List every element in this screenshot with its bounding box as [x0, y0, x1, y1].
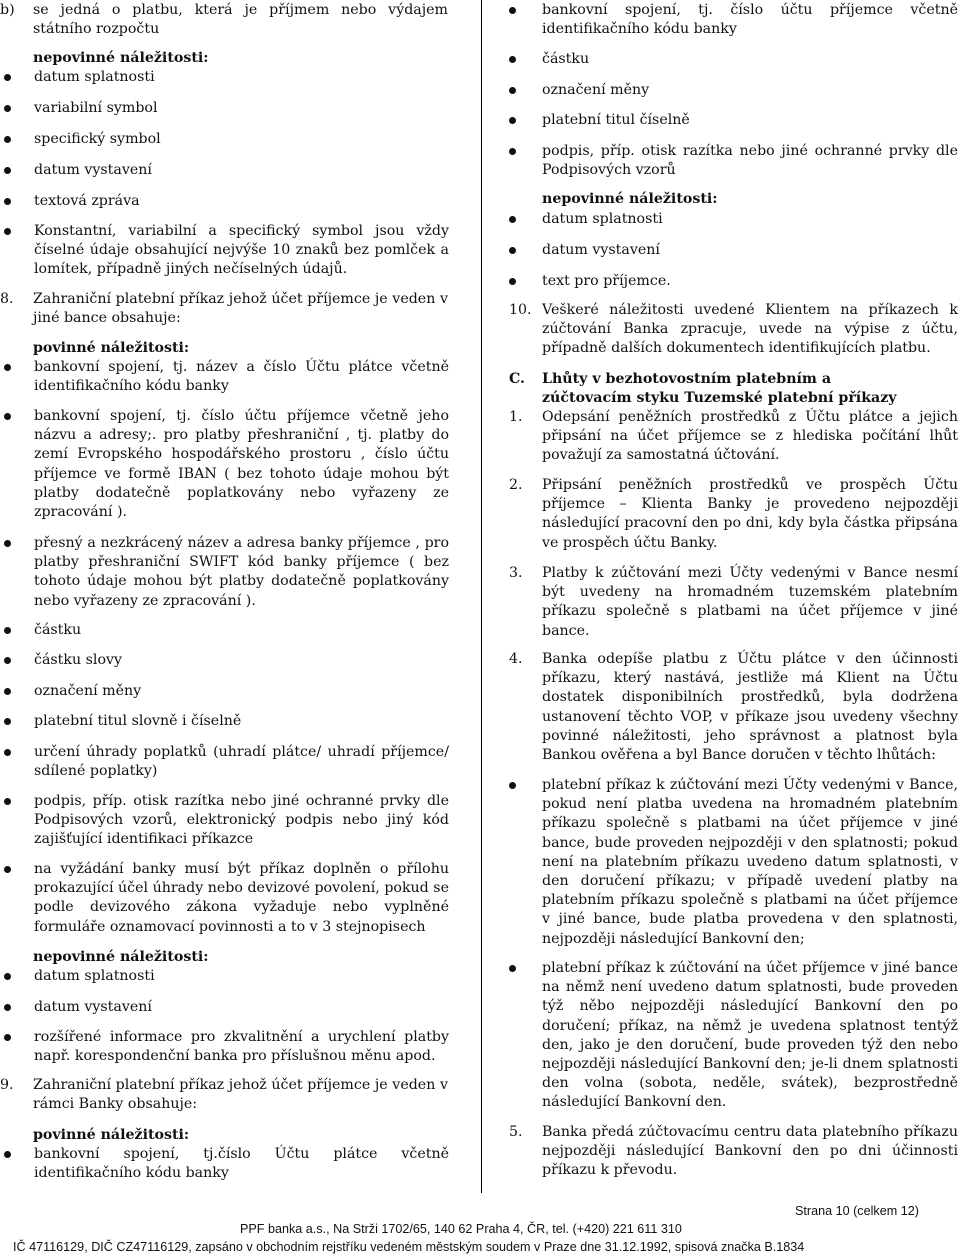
bullet-icon: [509, 7, 516, 14]
list-item: bankovní spojení, tj. číslo účtu příjemce včetně identifikačního kódu banky: [542, 2, 958, 38]
list-item: přesný a nezkrácený název a adresa banky příjemce , pro platby přeshraniční SWIFT kód banky příjemce ( bez tohoto údaje mohou být platby dodatečně poplatkovány nebo vyřazeny ze zpracování ).: [34, 535, 449, 609]
bullet-icon: [4, 228, 11, 235]
item-10-marker: 10.: [509, 302, 532, 318]
bullet-icon: [4, 74, 11, 81]
list-item: bankovní spojení, tj.číslo Účtu plátce včetně identifikačního kódu banky: [34, 1146, 449, 1182]
page-number: Strana 10 (celkem 12): [795, 1204, 919, 1218]
list-item: platební příkaz k zúčtování mezi Účty vedenými v Bance, pokud není platba uvedena na hromadném platebním příkazu společně s platbami na účet příjemce v jiné bance, bude proveden nejpozději v den splatnosti; pokud není na platebním příkazu uvedeno datum splatnosti, v den doručení příkazu; v případě uvedení platby na platebním příkazu společně s platbami na účet příjemce v jiné bance, bude platba provedena v den splatnosti, nejpozději následující Bankovní den;: [542, 777, 958, 947]
item-b-text: se jedná o platbu, která je příjmem nebo výdajem státního rozpočtu: [33, 2, 448, 38]
footer-address: PPF banka a.s., Na Strži 1702/65, 140 62 Praha 4, ČR, tel. (+420) 221 611 310: [240, 1222, 682, 1236]
list-item: variabilní symbol: [34, 100, 158, 116]
bullet-icon: [4, 540, 11, 547]
bullet-icon: [4, 413, 11, 420]
list-item: označení měny: [34, 683, 142, 699]
bullet-icon: [4, 718, 11, 725]
section-c-title: Lhůty v bezhotovostním platebním a zúčtovacím styku Tuzemské platební příkazy: [542, 371, 897, 407]
bullet-icon: [509, 87, 516, 94]
list-item: bankovní spojení, tj. číslo účtu příjemce včetně jeho názvu a adresy;. pro platby přeshraniční , tj. platby do zemí Evropského hospodářského prostoru , číslo účtu příjemce ve formě IBAN ( bez tohoto údaje mohou být platby dodatečně poplatkovány nebo vyřazeny ze zpracování ).: [34, 408, 449, 521]
list-item: rozšířené informace pro zkvalitnění a urychlení platby např. korespondenční banka pro příslušnou měnu apod.: [34, 1029, 449, 1065]
c-item-5-text: Banka předá zúčtovacímu centru data platebního příkazu nejpozději následující Bankovní den po dni účinnosti příkazu k převodu.: [542, 1124, 958, 1179]
item-10-text: Veškeré náležitosti uvedené Klientem na příkazech k zúčtování Banka zpracuje, uvede na výpise z účtu, případně dalších dokumentech identifikujících platbu.: [542, 302, 958, 357]
bullet-icon: [4, 973, 11, 980]
list-item: datum vystavení: [34, 999, 152, 1015]
bullet-icon: [4, 136, 11, 143]
bullet-icon: [509, 278, 516, 285]
list-item: datum splatnosti: [34, 968, 155, 984]
item-9-marker: 9.: [0, 1077, 14, 1093]
required-label: povinné náležitosti:: [33, 340, 190, 356]
list-item: určení úhrady poplatků (uhradí plátce/ uhradí příjemce/ sdílené poplatky): [34, 744, 449, 780]
bullet-icon: [4, 866, 11, 873]
c-item-text: Připsání peněžních prostředků ve prospěch Účtu příjemce – Klienta Banky je provedeno nejpozději následující pracovní den po dni, kdy byla částka připsána ve prospěch účtu Banky.: [542, 477, 958, 551]
bullet-icon: [4, 167, 11, 174]
bullet-icon: [4, 657, 11, 664]
bullet-icon: [4, 749, 11, 756]
c-item-text: Banka odepíše platbu z Účtu plátce v den účinnosti příkazu, který nastává, jestliže má Klient na Účtu dostatek disponibilních prostředků, byla dodržena ustanovení těchto VOP, v příkaze jsou uvedeny všechny povinné náležitosti, jeho správnost a platnost byla Bankou ověřena a byl Bance doručen v těchto lhůtách:: [542, 651, 958, 764]
section-c-marker: C.: [509, 371, 525, 387]
list-item: datum vystavení: [542, 242, 660, 258]
list-item: platební příkaz k zúčtování na účet příjemce v jiné bance na němž není uvedeno datum splatnosti, bude proveden týž něbo nejpozději následující Bankovní den po doručení; příkaz, na němž je uvedena splatnost tentýž den, jako je den doručení, bude proveden týž den nebo nejpozději následující Bankovní den; je-li dnem splatnosti den volna (sobota, neděle, svátek), bezprostředně následující Bankovní den.: [542, 960, 958, 1111]
bullet-icon: [4, 1151, 11, 1158]
bullet-icon: [4, 1004, 11, 1011]
item-8-text: Zahraniční platební příkaz jehož účet příjemce je veden v jiné bance obsahuje:: [33, 291, 448, 327]
bullet-icon: [509, 117, 516, 124]
bullet-icon: [509, 965, 516, 972]
bullet-icon: [4, 688, 11, 695]
required-label: povinné náležitosti:: [33, 1127, 190, 1143]
bullet-icon: [4, 1034, 11, 1041]
bullet-icon: [509, 782, 516, 789]
c-item-marker: 1.: [509, 409, 523, 425]
bullet-icon: [4, 364, 11, 371]
list-item: částku slovy: [34, 652, 123, 668]
list-item: datum splatnosti: [542, 211, 663, 227]
c-item-5-marker: 5.: [509, 1124, 523, 1140]
footer-registration: IČ 47116129, DIČ CZ47116129, zapsáno v obchodním rejstříku vedeném městským soudem v Praze dne 31.12.1992, spisová značka B.1834: [13, 1240, 805, 1254]
optional-label: nepovinné náležitosti:: [33, 949, 209, 965]
optional-label: nepovinné náležitosti:: [33, 50, 209, 66]
item-b-marker: b): [0, 2, 15, 18]
bullet-icon: [4, 798, 11, 805]
bullet-icon: [509, 247, 516, 254]
bullet-icon: [509, 56, 516, 63]
list-item: označení měny: [542, 82, 650, 98]
list-item: datum splatnosti: [34, 69, 155, 85]
list-item: text pro příjemce.: [542, 273, 671, 289]
list-item: na vyžádání banky musí být příkaz doplněn o přílohu prokazující účel úhrady nebo devizové povolení, pokud se podle devizového zákona vyžaduje nebo vyplněné formuláře oznamovací povinnosti a to v 3 stejnopisech: [34, 861, 449, 935]
bullet-icon: [509, 148, 516, 155]
list-item: textová zpráva: [34, 193, 140, 209]
list-item: bankovní spojení, tj. název a číslo Účtu plátce včetně identifikačního kódu banky: [34, 359, 449, 395]
item-8-marker: 8.: [0, 291, 14, 307]
c-item-text: Platby k zúčtování mezi Účty vedenými v Bance nesmí být uvedeny na hromadném tuzemském platebním příkazu společně s platbami na účet příjemce v jiné bance.: [542, 565, 958, 639]
bullet-icon: [4, 627, 11, 634]
bullet-icon: [4, 105, 11, 112]
list-item: částku: [542, 51, 590, 67]
list-item: Konstantní, variabilní a specifický symbol jsou vždy číselné údaje obsahující nejvýše 10 znaků bez pomlček a lomítek, případně jiných nečíselných údajů.: [34, 223, 449, 278]
c-item-marker: 3.: [509, 565, 523, 581]
item-9-text: Zahraniční platební příkaz jehož účet příjemce je veden v rámci Banky obsahuje:: [33, 1077, 448, 1113]
column-divider: [481, 0, 482, 1193]
list-item: platební titul číselně: [542, 112, 690, 128]
list-item: podpis, příp. otisk razítka nebo jiné ochranné prvky dle Podpisových vzorů, elektronický podpis nebo jiný kód zajišťující identifikaci příkazce: [34, 793, 449, 848]
optional-label: nepovinné náležitosti:: [542, 191, 718, 207]
list-item: specifický symbol: [34, 131, 161, 147]
list-item: platební titul slovně i číselně: [34, 713, 242, 729]
c-item-marker: 4.: [509, 651, 523, 667]
list-item: datum vystavení: [34, 162, 152, 178]
list-item: podpis, příp. otisk razítka nebo jiné ochranné prvky dle Podpisových vzorů: [542, 143, 958, 179]
list-item: částku: [34, 622, 82, 638]
bullet-icon: [4, 198, 11, 205]
c-item-marker: 2.: [509, 477, 523, 493]
c-item-text: Odepsání peněžních prostředků z Účtu plátce a jejich připsání na účet příjemce se z hlediska počítání lhůt považují za samostatná účtování.: [542, 409, 958, 464]
bullet-icon: [509, 216, 516, 223]
